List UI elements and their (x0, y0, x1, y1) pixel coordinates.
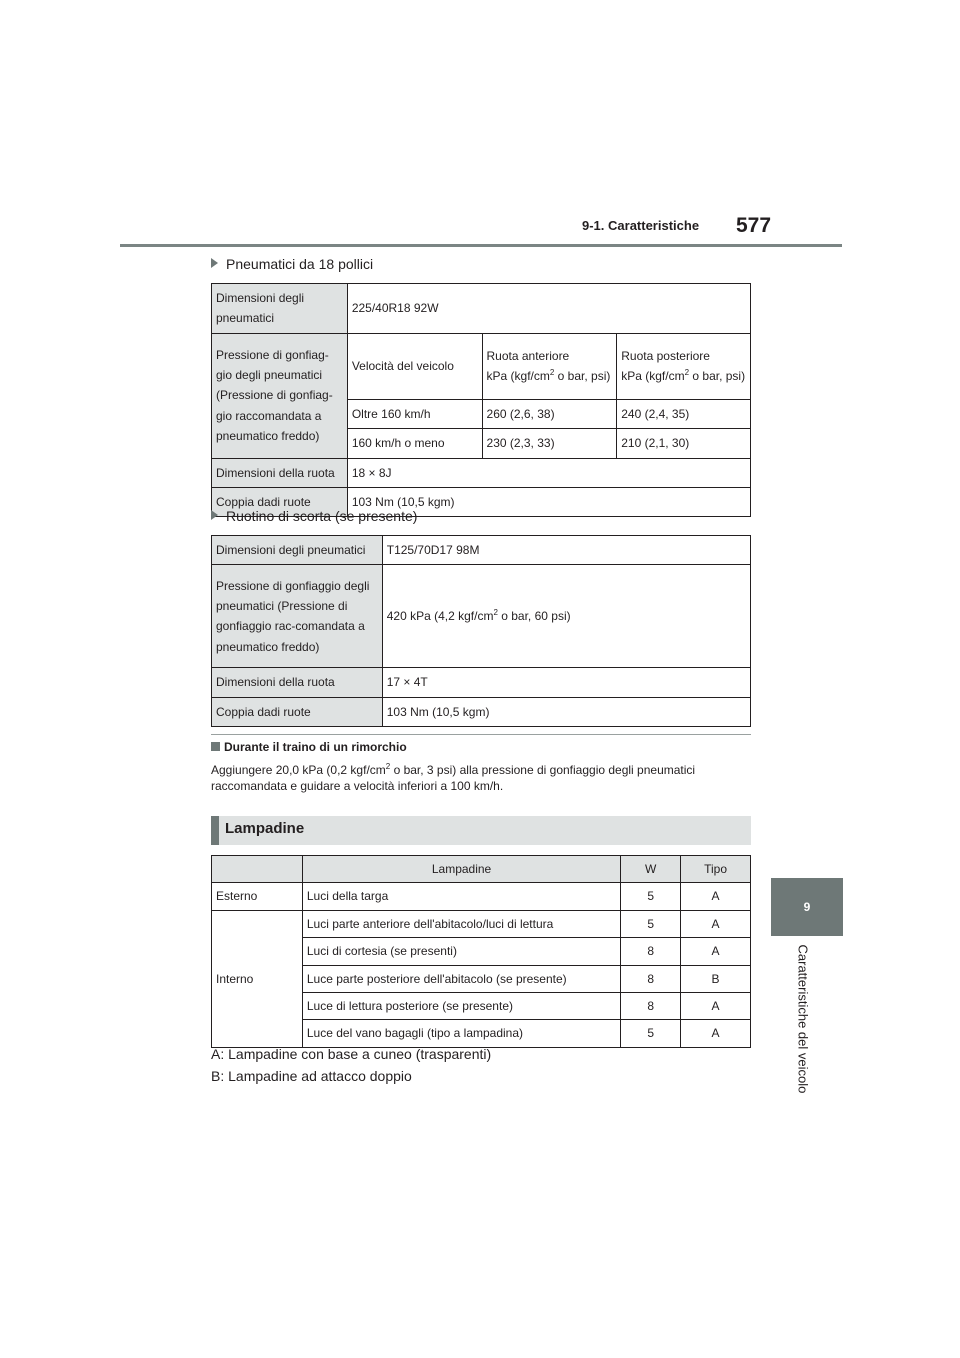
table-row: Luce di lettura posteriore (se presente) 8 A (212, 992, 751, 1019)
bulbs-section-title: Lampadine (225, 820, 305, 837)
spare-heading: Ruotino di scorta (se presente) (211, 508, 417, 524)
tire18-table (211, 283, 751, 517)
chapter-tab: 9 (771, 878, 843, 936)
chapter-title: Caratteristiche del veicolo (795, 944, 811, 1094)
wheel-size-value: 18 × 8J (347, 458, 750, 487)
pressure-label: Pressione di gonfiag-gio degli pneumatici (Pressione di gonfiag-gio raccomandata a pneumatico freddo) (212, 333, 348, 458)
speed-header: Velocità del veicolo (347, 333, 482, 399)
tire-size-label: Dimensioni degli pneumatici (212, 536, 383, 565)
triangle-bullet-icon (211, 258, 218, 268)
towing-text: Aggiungere 20,0 kPa (0,2 kgf/$cm^2$ o bar, 3 psi) alla pressione di gonfiaggio degli pneumatici raccomandata e guidare a velocità inferiori a 100 km/h. (211, 762, 696, 794)
legend-b: B: Lampadine ad attacco doppio (211, 1068, 412, 1084)
front-wheel-header: Ruota anteriore kPa ($kgf/cm^2$ o bar, psi) (482, 333, 617, 399)
bulbs-corner-header (212, 856, 303, 883)
pressure-label: Pressione di gonfiaggio degli pneumatici (Pressione di gonfiaggio rac-comandata a pneumatico freddo) (212, 565, 383, 668)
square-bullet-icon (211, 742, 220, 751)
page-number: 577 (736, 214, 772, 237)
section-title: 9-1. Caratteristiche (582, 218, 700, 233)
legend-a: A: Lampadine con base a cuneo (trasparenti) (211, 1046, 492, 1062)
torque-label: Coppia dadi ruote (212, 697, 383, 726)
table-row: Luce del vano bagagli (tipo a lampadina) 5 A (212, 1020, 751, 1047)
bulbs-table (211, 855, 751, 1048)
triangle-bullet-icon (211, 510, 218, 520)
table-row: Luce parte posteriore dell'abitacolo (se presente) 8 B (212, 965, 751, 992)
bulbs-section-banner (211, 816, 751, 845)
table-row: Luci di cortesia (se presenti) 8 A (212, 938, 751, 965)
wheel-size-label: Dimensioni della ruota (212, 668, 383, 697)
table-row: Oltre 160 km/h 260 (2,6, 38) 240 (2,4, 35) (212, 399, 751, 428)
bulb-column-header: Lampadine (302, 856, 620, 883)
pressure-value: 420 kPa (4,2 kgf/$cm^2$ o bar, 60 psi) (382, 565, 750, 668)
tire18-heading: Pneumatici da 18 pollici (211, 256, 373, 272)
torque-value: 103 Nm (10,5 kgm) (382, 697, 750, 726)
table-row: 160 km/h o meno 230 (2,3, 33) 210 (2,1, 30) (212, 429, 751, 458)
banner-accent-bar (211, 816, 219, 845)
chapter-side-label (796, 944, 810, 1114)
towing-title: Durante il traino di un rimorchio (211, 740, 407, 754)
spare-table (211, 535, 751, 727)
tire-size-label: Dimensioni degli pneumatici (212, 284, 348, 334)
type-column-header: Tipo (681, 856, 751, 883)
table-row: Interno Luci parte anteriore dell'abitacolo/luci di lettura 5 A (212, 910, 751, 937)
tire-size-value: 225/40R18 92W (347, 284, 750, 334)
wheel-size-label: Dimensioni della ruota (212, 458, 348, 487)
watt-column-header: W (621, 856, 681, 883)
torque-label: Coppia dadi ruote (212, 487, 348, 516)
torque-value: 103 Nm (10,5 kgm) (347, 487, 750, 516)
note-rule (211, 734, 751, 735)
rear-wheel-header: Ruota posteriore kPa ($kgf/cm^2$ o bar, psi) (617, 333, 751, 399)
tire-size-value: T125/70D17 98M (382, 536, 750, 565)
exterior-label: Esterno (212, 883, 303, 910)
header-rule (120, 244, 842, 247)
interior-label: Interno (212, 910, 303, 1047)
table-row: Esterno Luci della targa 5 A (212, 883, 751, 910)
wheel-size-value: 17 × 4T (382, 668, 750, 697)
